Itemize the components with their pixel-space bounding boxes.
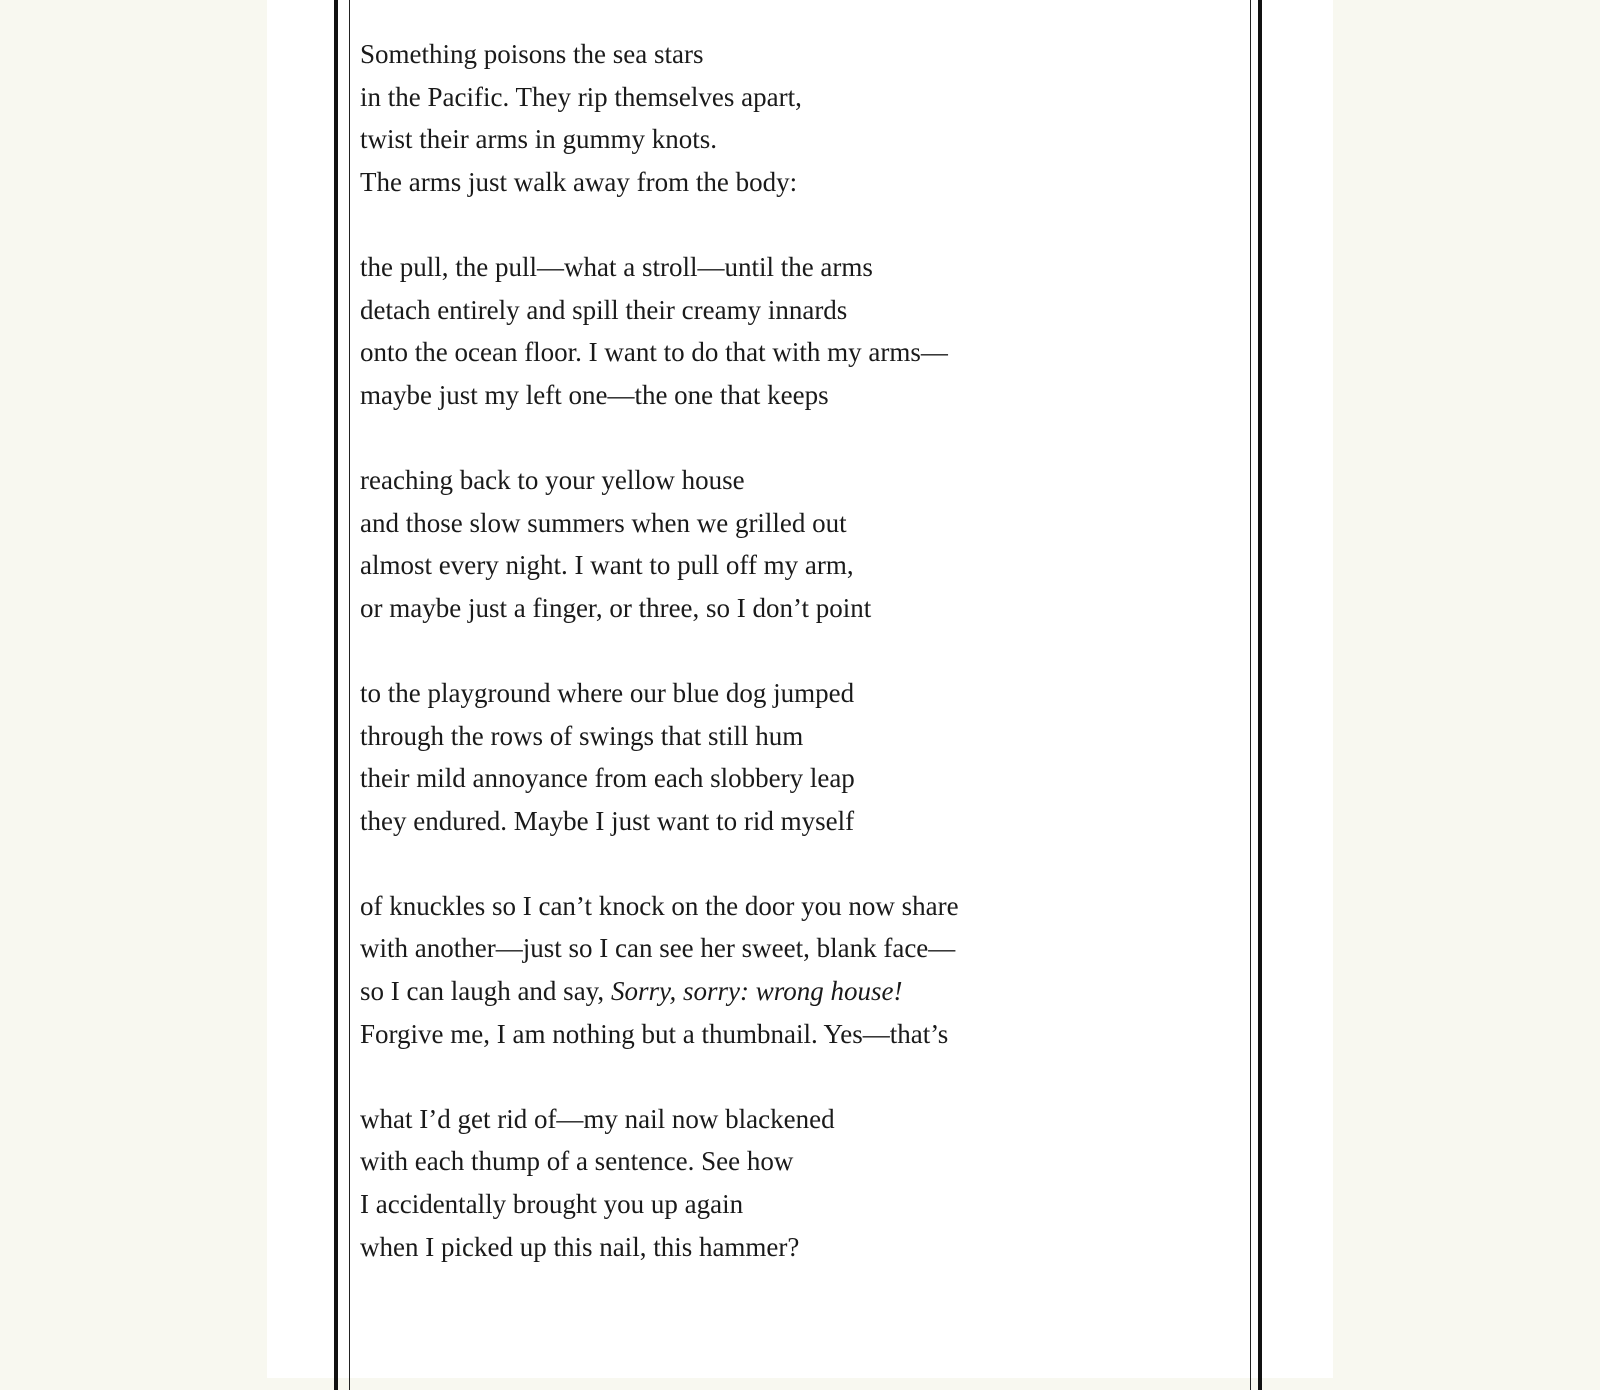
- poem-line: twist their arms in gummy knots.: [360, 124, 717, 155]
- poem-line: with another—just so I can see her sweet, blank face—: [360, 933, 956, 964]
- poem-line-plain-part: so I can laugh and say,: [360, 976, 611, 1007]
- stanza-2: [360, 246, 1240, 416]
- poem-line: to the playground where our blue dog jumped: [360, 677, 855, 708]
- poem-line: of knuckles so I can’t knock on the door you now share: [360, 890, 959, 921]
- poem-line: Something poisons the sea stars: [360, 39, 704, 69]
- poem-line: in the Pacific. They rip themselves apart,: [360, 81, 802, 112]
- poem-line: and those slow summers when we grilled out: [360, 507, 847, 538]
- poem-line: Forgive me, I am nothing but a thumbnail. Yes—that’s: [360, 1018, 949, 1049]
- stanza-3: [360, 459, 1240, 629]
- poem-line: the pull, the pull—what a stroll—until the arms: [360, 251, 873, 282]
- poem-line: reaching back to your yellow house: [360, 464, 745, 495]
- stanza-1: [360, 33, 1240, 203]
- poem-line-mixed: [360, 970, 1240, 1013]
- poem-line: maybe just my left one—the one that keeps: [360, 379, 829, 410]
- stanza-4: [360, 672, 1240, 842]
- poem-line: detach entirely and spill their creamy innards: [360, 294, 848, 325]
- poem-line: The arms just walk away from the body:: [360, 166, 798, 197]
- poem-line: they endured. Maybe I just want to rid myself: [360, 805, 855, 836]
- stanza-5: [360, 885, 1240, 1055]
- stanza-6: [360, 1098, 1240, 1268]
- poem-line: onto the ocean floor. I want to do that with my arms—: [360, 337, 948, 368]
- poem-line: I accidentally brought you up again: [360, 1189, 744, 1220]
- poem-line-italic-part: Sorry, sorry: wrong house!: [610, 976, 903, 1007]
- poem-line: when I picked up this nail, this hammer?: [360, 1231, 800, 1262]
- poem-body: [360, 33, 1240, 1311]
- poem-line: what I’d get rid of—my nail now blackened: [360, 1103, 835, 1134]
- poem-line: almost every night. I want to pull off my arm,: [360, 550, 854, 581]
- poem-line: through the rows of swings that still hum: [360, 720, 804, 751]
- poem-line: their mild annoyance from each slobbery leap: [360, 763, 855, 794]
- poem-line: with each thump of a sentence. See how: [360, 1146, 794, 1177]
- poem-line: or maybe just a finger, or three, so I don’t point: [360, 592, 872, 623]
